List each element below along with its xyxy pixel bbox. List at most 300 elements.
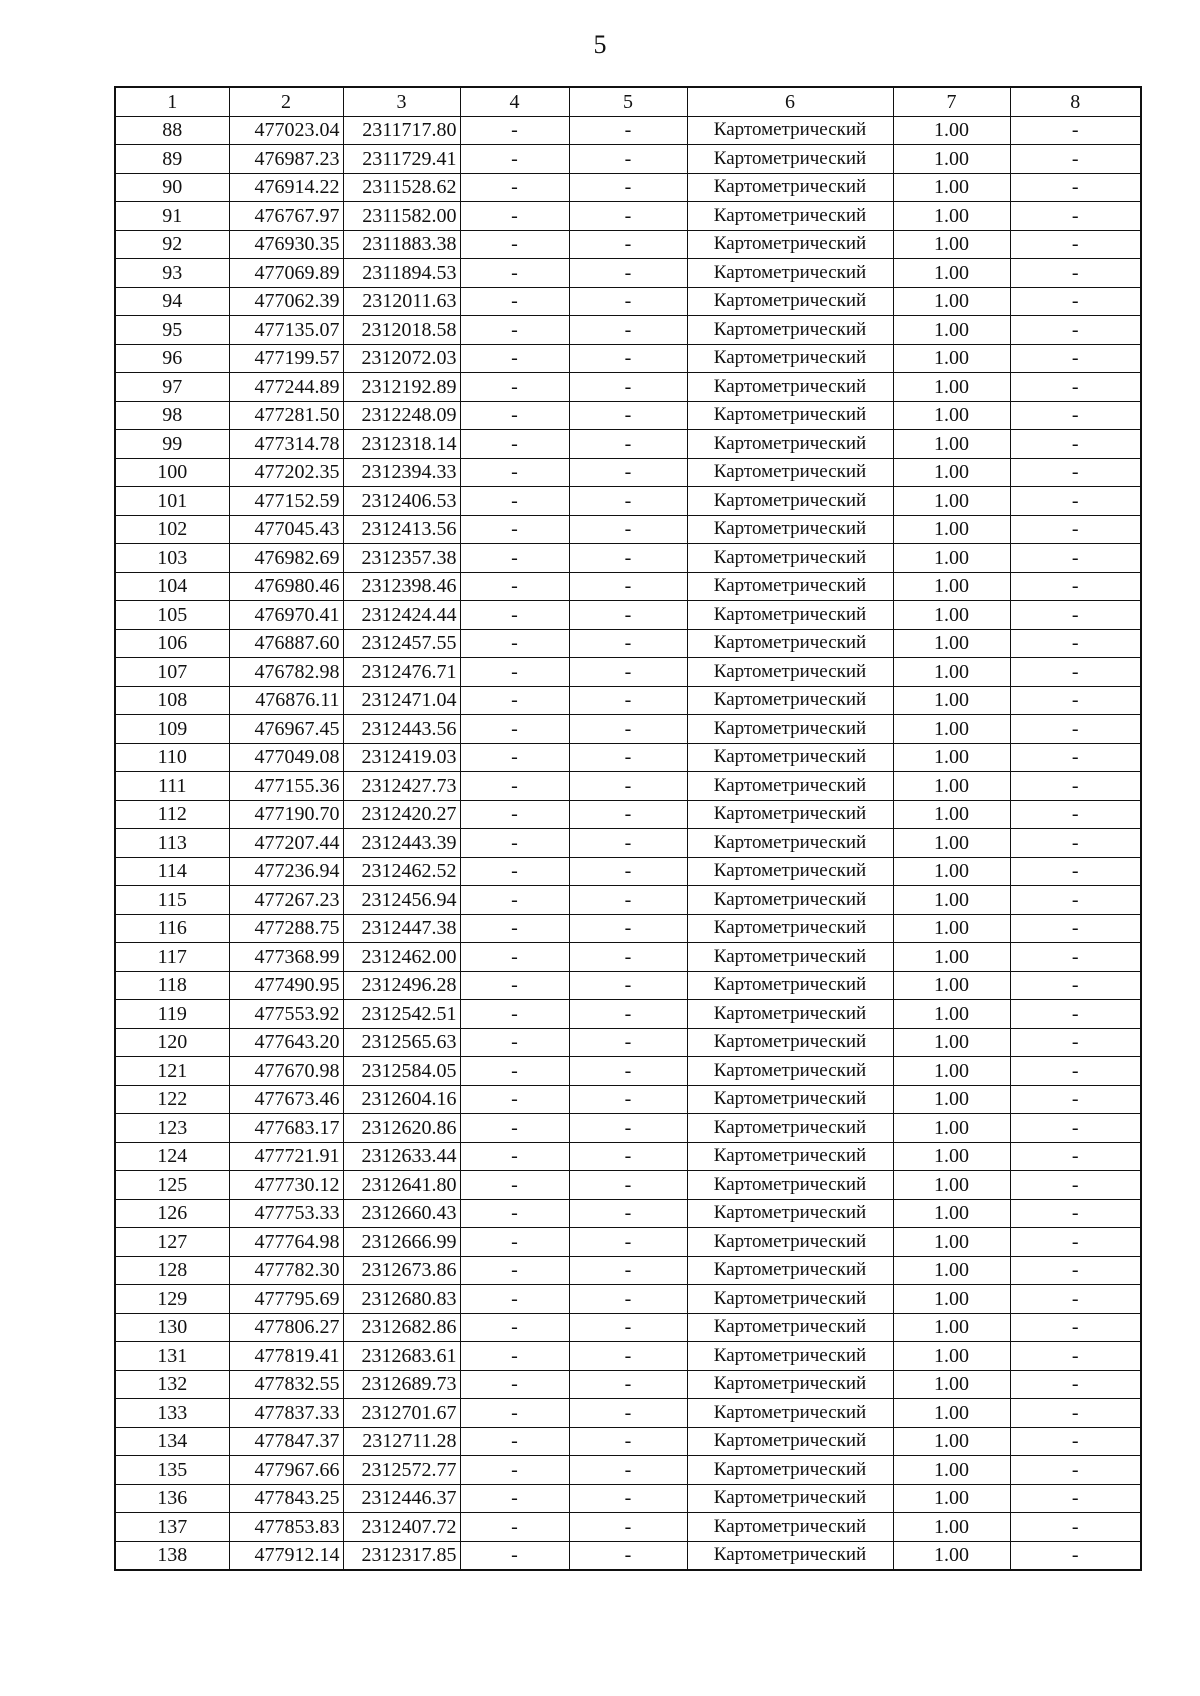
accuracy-cell: 1.00	[893, 1199, 1010, 1228]
table-row	[115, 1513, 1141, 1542]
point-number-cell: 134	[115, 1427, 229, 1456]
method-cell: Картометрический	[687, 1399, 893, 1428]
y-coordinate-cell: 2312413.56	[343, 515, 460, 544]
x-coordinate-cell: 477673.46	[229, 1085, 343, 1114]
point-number-cell: 126	[115, 1199, 229, 1228]
method-cell: Картометрический	[687, 202, 893, 231]
method-cell: Картометрический	[687, 601, 893, 630]
accuracy-cell: 1.00	[893, 1313, 1010, 1342]
y-coordinate-cell: 2312660.43	[343, 1199, 460, 1228]
column-8-cell: -	[1010, 202, 1141, 231]
point-number-cell: 123	[115, 1114, 229, 1143]
table-row	[115, 259, 1141, 288]
method-cell: Картометрический	[687, 886, 893, 915]
table-row	[115, 173, 1141, 202]
y-coordinate-cell: 2312456.94	[343, 886, 460, 915]
column-4-cell: -	[460, 1484, 569, 1513]
table-row	[115, 344, 1141, 373]
method-cell: Картометрический	[687, 515, 893, 544]
method-cell: Картометрический	[687, 1085, 893, 1114]
x-coordinate-cell: 477553.92	[229, 1000, 343, 1029]
y-coordinate-cell: 2312018.58	[343, 316, 460, 345]
column-5-cell: -	[569, 857, 687, 886]
accuracy-cell: 1.00	[893, 1484, 1010, 1513]
x-coordinate-cell: 476876.11	[229, 686, 343, 715]
table-row	[115, 202, 1141, 231]
y-coordinate-cell: 2312683.61	[343, 1342, 460, 1371]
y-coordinate-cell: 2312447.38	[343, 914, 460, 943]
x-coordinate-cell: 477806.27	[229, 1313, 343, 1342]
column-8-cell: -	[1010, 886, 1141, 915]
column-8-cell: -	[1010, 401, 1141, 430]
method-cell: Картометрический	[687, 715, 893, 744]
table-row	[115, 943, 1141, 972]
x-coordinate-cell: 477199.57	[229, 344, 343, 373]
table-body	[115, 116, 1141, 1570]
table-row	[115, 715, 1141, 744]
column-header: 4	[460, 87, 569, 116]
column-5-cell: -	[569, 715, 687, 744]
column-4-cell: -	[460, 886, 569, 915]
column-4-cell: -	[460, 1370, 569, 1399]
y-coordinate-cell: 2312424.44	[343, 601, 460, 630]
column-5-cell: -	[569, 145, 687, 174]
method-cell: Картометрический	[687, 401, 893, 430]
x-coordinate-cell: 477853.83	[229, 1513, 343, 1542]
accuracy-cell: 1.00	[893, 1114, 1010, 1143]
column-5-cell: -	[569, 800, 687, 829]
x-coordinate-cell: 477795.69	[229, 1285, 343, 1314]
column-4-cell: -	[460, 1513, 569, 1542]
column-8-cell: -	[1010, 1057, 1141, 1086]
column-4-cell: -	[460, 1171, 569, 1200]
column-4-cell: -	[460, 1114, 569, 1143]
method-cell: Картометрический	[687, 857, 893, 886]
point-number-cell: 97	[115, 373, 229, 402]
table-row	[115, 401, 1141, 430]
point-number-cell: 112	[115, 800, 229, 829]
accuracy-cell: 1.00	[893, 1256, 1010, 1285]
table-row	[115, 373, 1141, 402]
table-row	[115, 1057, 1141, 1086]
column-4-cell: -	[460, 1000, 569, 1029]
y-coordinate-cell: 2312443.56	[343, 715, 460, 744]
y-coordinate-cell: 2312443.39	[343, 829, 460, 858]
column-5-cell: -	[569, 1541, 687, 1570]
column-8-cell: -	[1010, 544, 1141, 573]
accuracy-cell: 1.00	[893, 629, 1010, 658]
x-coordinate-cell: 477847.37	[229, 1427, 343, 1456]
column-8-cell: -	[1010, 686, 1141, 715]
point-number-cell: 109	[115, 715, 229, 744]
column-4-cell: -	[460, 287, 569, 316]
table-row	[115, 487, 1141, 516]
x-coordinate-cell: 477236.94	[229, 857, 343, 886]
method-cell: Картометрический	[687, 658, 893, 687]
x-coordinate-cell: 476782.98	[229, 658, 343, 687]
point-number-cell: 96	[115, 344, 229, 373]
accuracy-cell: 1.00	[893, 116, 1010, 145]
column-5-cell: -	[569, 743, 687, 772]
accuracy-cell: 1.00	[893, 1370, 1010, 1399]
table-row	[115, 1171, 1141, 1200]
column-4-cell: -	[460, 1228, 569, 1257]
accuracy-cell: 1.00	[893, 145, 1010, 174]
x-coordinate-cell: 477023.04	[229, 116, 343, 145]
method-cell: Картометрический	[687, 1199, 893, 1228]
point-number-cell: 107	[115, 658, 229, 687]
column-header: 6	[687, 87, 893, 116]
method-cell: Картометрический	[687, 572, 893, 601]
column-4-cell: -	[460, 316, 569, 345]
y-coordinate-cell: 2311729.41	[343, 145, 460, 174]
column-8-cell: -	[1010, 1484, 1141, 1513]
point-number-cell: 125	[115, 1171, 229, 1200]
table-row	[115, 1228, 1141, 1257]
x-coordinate-cell: 476930.35	[229, 230, 343, 259]
method-cell: Картометрический	[687, 458, 893, 487]
column-8-cell: -	[1010, 1028, 1141, 1057]
x-coordinate-cell: 477368.99	[229, 943, 343, 972]
point-number-cell: 110	[115, 743, 229, 772]
method-cell: Картометрический	[687, 430, 893, 459]
table-row	[115, 544, 1141, 573]
point-number-cell: 120	[115, 1028, 229, 1057]
page-number: 5	[593, 30, 607, 59]
y-coordinate-cell: 2312682.86	[343, 1313, 460, 1342]
table-row	[115, 743, 1141, 772]
point-number-cell: 94	[115, 287, 229, 316]
column-4-cell: -	[460, 1399, 569, 1428]
column-4-cell: -	[460, 1313, 569, 1342]
x-coordinate-cell: 477721.91	[229, 1142, 343, 1171]
accuracy-cell: 1.00	[893, 914, 1010, 943]
method-cell: Картометрический	[687, 544, 893, 573]
table-row	[115, 800, 1141, 829]
accuracy-cell: 1.00	[893, 971, 1010, 1000]
column-4-cell: -	[460, 458, 569, 487]
accuracy-cell: 1.00	[893, 1342, 1010, 1371]
y-coordinate-cell: 2312420.27	[343, 800, 460, 829]
column-5-cell: -	[569, 344, 687, 373]
point-number-cell: 129	[115, 1285, 229, 1314]
accuracy-cell: 1.00	[893, 1427, 1010, 1456]
column-4-cell: -	[460, 629, 569, 658]
x-coordinate-cell: 477207.44	[229, 829, 343, 858]
x-coordinate-cell: 477267.23	[229, 886, 343, 915]
column-8-cell: -	[1010, 1541, 1141, 1570]
column-8-cell: -	[1010, 1342, 1141, 1371]
column-4-cell: -	[460, 544, 569, 573]
x-coordinate-cell: 477190.70	[229, 800, 343, 829]
table-row	[115, 1399, 1141, 1428]
y-coordinate-cell: 2311582.00	[343, 202, 460, 231]
column-8-cell: -	[1010, 1427, 1141, 1456]
column-8-cell: -	[1010, 971, 1141, 1000]
accuracy-cell: 1.00	[893, 886, 1010, 915]
table-row	[115, 1456, 1141, 1485]
column-8-cell: -	[1010, 800, 1141, 829]
y-coordinate-cell: 2312406.53	[343, 487, 460, 516]
point-number-cell: 115	[115, 886, 229, 915]
column-8-cell: -	[1010, 458, 1141, 487]
method-cell: Картометрический	[687, 1427, 893, 1456]
y-coordinate-cell: 2312318.14	[343, 430, 460, 459]
table-row	[115, 1285, 1141, 1314]
x-coordinate-cell: 477202.35	[229, 458, 343, 487]
y-coordinate-cell: 2311894.53	[343, 259, 460, 288]
column-5-cell: -	[569, 886, 687, 915]
point-number-cell: 124	[115, 1142, 229, 1171]
accuracy-cell: 1.00	[893, 1456, 1010, 1485]
y-coordinate-cell: 2312689.73	[343, 1370, 460, 1399]
column-4-cell: -	[460, 230, 569, 259]
table-row	[115, 1199, 1141, 1228]
table-row	[115, 601, 1141, 630]
accuracy-cell: 1.00	[893, 1142, 1010, 1171]
column-5-cell: -	[569, 230, 687, 259]
x-coordinate-cell: 477314.78	[229, 430, 343, 459]
point-number-cell: 130	[115, 1313, 229, 1342]
x-coordinate-cell: 476767.97	[229, 202, 343, 231]
method-cell: Картометрический	[687, 1285, 893, 1314]
table-row	[115, 1541, 1141, 1570]
y-coordinate-cell: 2312584.05	[343, 1057, 460, 1086]
column-header: 2	[229, 87, 343, 116]
point-number-cell: 137	[115, 1513, 229, 1542]
point-number-cell: 88	[115, 116, 229, 145]
x-coordinate-cell: 476987.23	[229, 145, 343, 174]
point-number-cell: 138	[115, 1541, 229, 1570]
column-4-cell: -	[460, 515, 569, 544]
y-coordinate-cell: 2312398.46	[343, 572, 460, 601]
point-number-cell: 128	[115, 1256, 229, 1285]
x-coordinate-cell: 477069.89	[229, 259, 343, 288]
column-8-cell: -	[1010, 943, 1141, 972]
table-row	[115, 1142, 1141, 1171]
column-4-cell: -	[460, 145, 569, 174]
point-number-cell: 118	[115, 971, 229, 1000]
method-cell: Картометрический	[687, 1171, 893, 1200]
column-5-cell: -	[569, 1085, 687, 1114]
column-4-cell: -	[460, 772, 569, 801]
accuracy-cell: 1.00	[893, 743, 1010, 772]
x-coordinate-cell: 476914.22	[229, 173, 343, 202]
y-coordinate-cell: 2312542.51	[343, 1000, 460, 1029]
y-coordinate-cell: 2311883.38	[343, 230, 460, 259]
column-header: 8	[1010, 87, 1141, 116]
x-coordinate-cell: 477967.66	[229, 1456, 343, 1485]
accuracy-cell: 1.00	[893, 1057, 1010, 1086]
column-4-cell: -	[460, 601, 569, 630]
column-header: 1	[115, 87, 229, 116]
column-5-cell: -	[569, 173, 687, 202]
y-coordinate-cell: 2312248.09	[343, 401, 460, 430]
column-8-cell: -	[1010, 145, 1141, 174]
column-5-cell: -	[569, 259, 687, 288]
method-cell: Картометрический	[687, 230, 893, 259]
y-coordinate-cell: 2312604.16	[343, 1085, 460, 1114]
method-cell: Картометрический	[687, 1028, 893, 1057]
y-coordinate-cell: 2311717.80	[343, 116, 460, 145]
accuracy-cell: 1.00	[893, 943, 1010, 972]
point-number-cell: 136	[115, 1484, 229, 1513]
column-5-cell: -	[569, 458, 687, 487]
accuracy-cell: 1.00	[893, 857, 1010, 886]
column-4-cell: -	[460, 202, 569, 231]
method-cell: Картометрический	[687, 1484, 893, 1513]
x-coordinate-cell: 477135.07	[229, 316, 343, 345]
column-4-cell: -	[460, 914, 569, 943]
y-coordinate-cell: 2312471.04	[343, 686, 460, 715]
accuracy-cell: 1.00	[893, 800, 1010, 829]
column-4-cell: -	[460, 1256, 569, 1285]
table-row	[115, 230, 1141, 259]
coordinates-table	[114, 86, 1142, 1571]
x-coordinate-cell: 477244.89	[229, 373, 343, 402]
x-coordinate-cell: 477753.33	[229, 1199, 343, 1228]
column-5-cell: -	[569, 829, 687, 858]
accuracy-cell: 1.00	[893, 259, 1010, 288]
y-coordinate-cell: 2312407.72	[343, 1513, 460, 1542]
point-number-cell: 92	[115, 230, 229, 259]
accuracy-cell: 1.00	[893, 572, 1010, 601]
accuracy-cell: 1.00	[893, 202, 1010, 231]
y-coordinate-cell: 2312462.52	[343, 857, 460, 886]
method-cell: Картометрический	[687, 1370, 893, 1399]
column-5-cell: -	[569, 1000, 687, 1029]
column-8-cell: -	[1010, 658, 1141, 687]
y-coordinate-cell: 2312496.28	[343, 971, 460, 1000]
table-row	[115, 515, 1141, 544]
table-row	[115, 316, 1141, 345]
method-cell: Картометрический	[687, 800, 893, 829]
y-coordinate-cell: 2311528.62	[343, 173, 460, 202]
y-coordinate-cell: 2312701.67	[343, 1399, 460, 1428]
column-5-cell: -	[569, 1142, 687, 1171]
point-number-cell: 101	[115, 487, 229, 516]
accuracy-cell: 1.00	[893, 230, 1010, 259]
method-cell: Картометрический	[687, 772, 893, 801]
method-cell: Картометрический	[687, 1456, 893, 1485]
point-number-cell: 93	[115, 259, 229, 288]
column-8-cell: -	[1010, 601, 1141, 630]
column-5-cell: -	[569, 1513, 687, 1542]
y-coordinate-cell: 2312446.37	[343, 1484, 460, 1513]
accuracy-cell: 1.00	[893, 1541, 1010, 1570]
column-5-cell: -	[569, 572, 687, 601]
x-coordinate-cell: 477782.30	[229, 1256, 343, 1285]
method-cell: Картометрический	[687, 971, 893, 1000]
column-8-cell: -	[1010, 1399, 1141, 1428]
column-5-cell: -	[569, 943, 687, 972]
column-8-cell: -	[1010, 430, 1141, 459]
point-number-cell: 90	[115, 173, 229, 202]
column-4-cell: -	[460, 430, 569, 459]
method-cell: Картометрический	[687, 1513, 893, 1542]
column-4-cell: -	[460, 1142, 569, 1171]
table-row	[115, 1114, 1141, 1143]
column-5-cell: -	[569, 487, 687, 516]
method-cell: Картометрический	[687, 1114, 893, 1143]
accuracy-cell: 1.00	[893, 1028, 1010, 1057]
column-4-cell: -	[460, 971, 569, 1000]
point-number-cell: 119	[115, 1000, 229, 1029]
accuracy-cell: 1.00	[893, 715, 1010, 744]
column-8-cell: -	[1010, 629, 1141, 658]
column-8-cell: -	[1010, 1114, 1141, 1143]
column-4-cell: -	[460, 857, 569, 886]
method-cell: Картометрический	[687, 287, 893, 316]
x-coordinate-cell: 477045.43	[229, 515, 343, 544]
column-4-cell: -	[460, 173, 569, 202]
column-8-cell: -	[1010, 1142, 1141, 1171]
column-5-cell: -	[569, 1199, 687, 1228]
y-coordinate-cell: 2312192.89	[343, 373, 460, 402]
column-8-cell: -	[1010, 1085, 1141, 1114]
column-5-cell: -	[569, 430, 687, 459]
column-5-cell: -	[569, 601, 687, 630]
y-coordinate-cell: 2312666.99	[343, 1228, 460, 1257]
accuracy-cell: 1.00	[893, 1399, 1010, 1428]
y-coordinate-cell: 2312462.00	[343, 943, 460, 972]
x-coordinate-cell: 477730.12	[229, 1171, 343, 1200]
table-row	[115, 772, 1141, 801]
point-number-cell: 104	[115, 572, 229, 601]
column-8-cell: -	[1010, 373, 1141, 402]
column-header: 5	[569, 87, 687, 116]
column-8-cell: -	[1010, 173, 1141, 202]
method-cell: Картометрический	[687, 173, 893, 202]
table-row	[115, 886, 1141, 915]
column-8-cell: -	[1010, 1000, 1141, 1029]
column-8-cell: -	[1010, 572, 1141, 601]
column-8-cell: -	[1010, 772, 1141, 801]
method-cell: Картометрический	[687, 1057, 893, 1086]
table-row	[115, 572, 1141, 601]
column-4-cell: -	[460, 344, 569, 373]
point-number-cell: 98	[115, 401, 229, 430]
accuracy-cell: 1.00	[893, 601, 1010, 630]
point-number-cell: 108	[115, 686, 229, 715]
column-5-cell: -	[569, 1427, 687, 1456]
point-number-cell: 103	[115, 544, 229, 573]
accuracy-cell: 1.00	[893, 772, 1010, 801]
method-cell: Картометрический	[687, 914, 893, 943]
table-row	[115, 116, 1141, 145]
column-4-cell: -	[460, 829, 569, 858]
method-cell: Картометрический	[687, 487, 893, 516]
accuracy-cell: 1.00	[893, 1085, 1010, 1114]
y-coordinate-cell: 2312427.73	[343, 772, 460, 801]
method-cell: Картометрический	[687, 1256, 893, 1285]
column-5-cell: -	[569, 1285, 687, 1314]
table-row	[115, 430, 1141, 459]
x-coordinate-cell: 477683.17	[229, 1114, 343, 1143]
x-coordinate-cell: 477912.14	[229, 1541, 343, 1570]
method-cell: Картометрический	[687, 116, 893, 145]
point-number-cell: 116	[115, 914, 229, 943]
column-8-cell: -	[1010, 515, 1141, 544]
x-coordinate-cell: 477281.50	[229, 401, 343, 430]
x-coordinate-cell: 476980.46	[229, 572, 343, 601]
accuracy-cell: 1.00	[893, 430, 1010, 459]
column-5-cell: -	[569, 971, 687, 1000]
column-5-cell: -	[569, 1342, 687, 1371]
table-row	[115, 914, 1141, 943]
x-coordinate-cell: 476982.69	[229, 544, 343, 573]
table-row	[115, 1342, 1141, 1371]
